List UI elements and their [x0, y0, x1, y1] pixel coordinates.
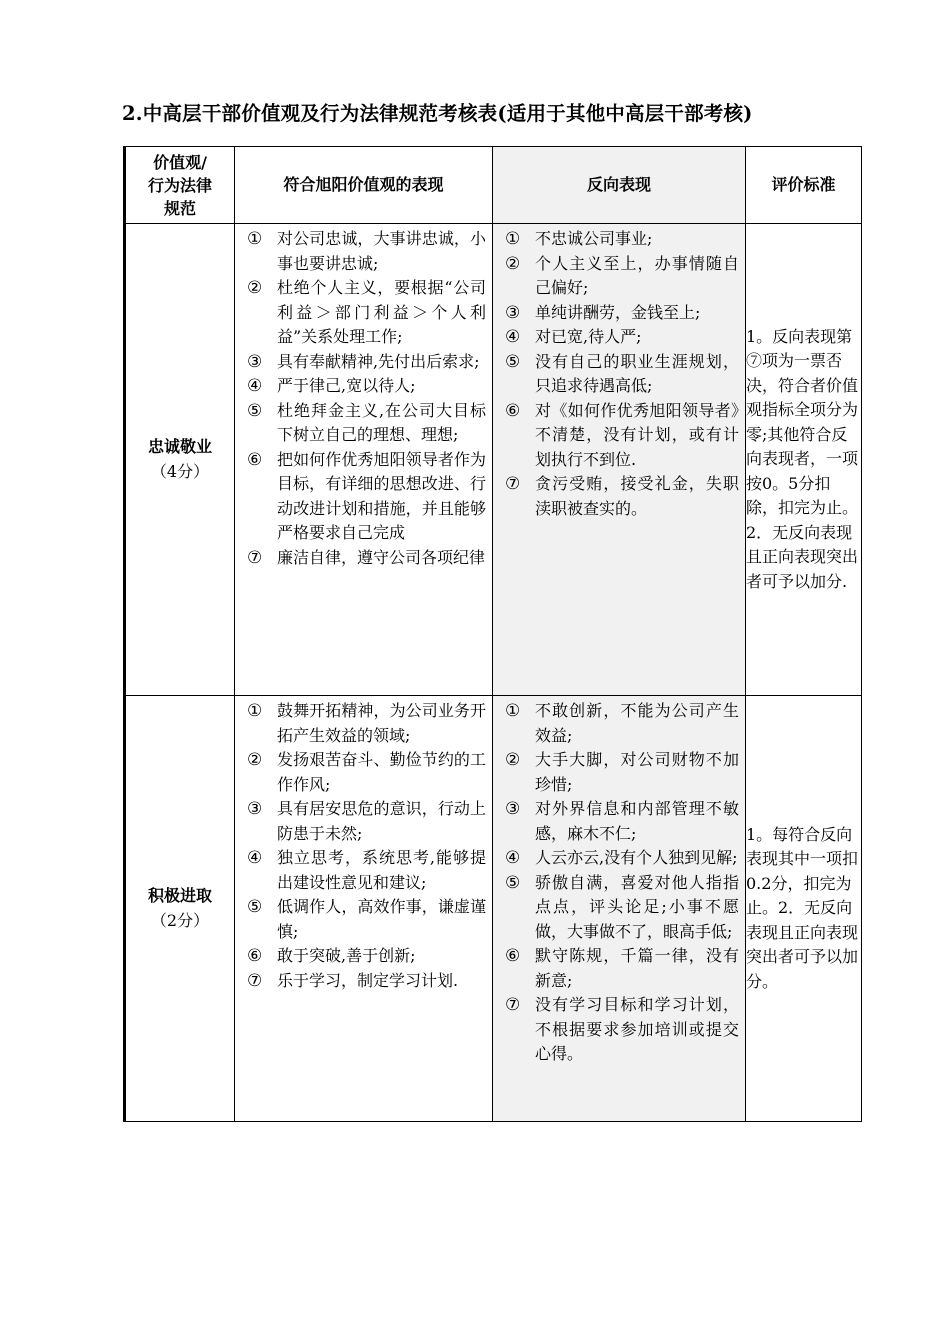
list-item [247, 748, 486, 797]
list-item [247, 227, 486, 276]
item-text: 大手大脚，对公司财物不加珍惜; [535, 750, 739, 794]
negative-cell [493, 696, 746, 1122]
list-item [247, 276, 486, 350]
item-number: ⑥ [247, 946, 263, 966]
positive-list [235, 699, 492, 993]
item-number: ⑥ [505, 400, 521, 421]
criteria-cell: 1。反向表现第⑦项为一票否决，符合者价值观指标全项分为零;其他符合反向表现者，一项按0。5分扣除，扣完为止。2．无反向表现且正向表现突出者可予以加分. [746, 224, 862, 696]
item-text: 对已宽,待人严; [535, 327, 642, 346]
header-negative: 反向表现 [493, 147, 746, 224]
item-text: 具有居安思危的意识，行动上防患于未然; [277, 799, 486, 843]
list-item [505, 472, 739, 521]
list-item [247, 797, 486, 846]
item-number: ⑤ [247, 897, 263, 917]
item-text: 杜绝个人主义，要根据“公司利益＞部门利益＞个人利益”关系处理工作; [277, 278, 486, 346]
category-name: 积极进取 [147, 886, 212, 905]
item-text: 乐于学习，制定学习计划. [277, 970, 459, 990]
item-text: 单纯讲酬劳，金钱至上; [535, 302, 701, 322]
table-row [125, 224, 862, 696]
item-number: ③ [247, 799, 263, 819]
item-number: ① [505, 701, 521, 721]
header-criteria: 评价标准 [746, 147, 862, 224]
list-item [505, 699, 739, 748]
header-category-line: 规范 [163, 198, 196, 218]
header-positive: 符合旭阳价值观的表现 [235, 147, 493, 224]
table-row [125, 696, 862, 1122]
item-number: ③ [247, 351, 263, 372]
list-item [247, 846, 486, 895]
item-text: 默守陈规，千篇一律，没有新意; [535, 946, 739, 990]
item-number: ① [247, 229, 263, 249]
item-text: 不忠诚公司事业; [535, 229, 653, 248]
item-text: 杜绝拜金主义,在公司大目标下树立自己的理想、理想; [277, 400, 486, 444]
item-number: ③ [505, 799, 521, 819]
item-text: 敢于突破,善于创新; [277, 946, 416, 965]
item-number: ④ [247, 376, 263, 396]
positive-list [235, 227, 492, 570]
list-item [247, 699, 486, 748]
list-item [247, 944, 486, 969]
list-item [505, 944, 739, 993]
list-item [247, 969, 486, 994]
item-text: 对外界信息和内部管理不敏感，麻木不仁; [535, 799, 739, 843]
item-number: ④ [505, 848, 521, 868]
item-number: ② [247, 750, 263, 770]
item-number: ⑥ [505, 946, 521, 966]
list-item [505, 350, 739, 399]
item-text: 低调作人，高效作事，谦虚谨慎; [277, 897, 486, 941]
item-text: 具有奉献精神,先付出后索求; [277, 351, 480, 371]
item-number: ⑦ [247, 547, 263, 568]
item-text: 严于律己,宽以待人; [277, 376, 416, 395]
list-item [505, 846, 739, 871]
item-text: 对《如何作优秀旭阳领导者》不清楚，没有计划，或有计划执行不到位. [535, 400, 739, 469]
item-number: ② [247, 278, 263, 298]
item-text: 对公司忠诚，大事讲忠诚，小事也要讲忠诚; [277, 229, 486, 273]
item-number: ④ [247, 848, 263, 868]
list-item [247, 350, 486, 375]
header-category-line: 行为法律 [147, 175, 212, 195]
item-number: ① [505, 229, 521, 249]
page-title: 2.中高层干部价值观及行为法律规范考核表(适用于其他中高层干部考核) [122, 102, 753, 125]
list-item [505, 797, 739, 846]
item-number: ① [247, 701, 263, 721]
item-text: 独立思考，系统思考,能够提出建设性意见和建议; [277, 848, 486, 892]
item-number: ④ [505, 327, 521, 347]
positive-cell [235, 224, 493, 696]
item-number: ⑤ [247, 400, 263, 421]
category-cell [125, 696, 235, 1122]
item-number: ⑤ [505, 351, 521, 372]
list-item [505, 301, 739, 326]
item-text: 发扬艰苦奋斗、勤俭节约的工作作风; [277, 750, 486, 794]
negative-list [493, 699, 745, 1067]
category-points: （2分） [150, 910, 210, 930]
assessment-table [123, 146, 862, 1122]
negative-cell [493, 224, 746, 696]
item-text: 没有学习目标和学习计划，不根据要求参加培训或提交心得。 [535, 995, 739, 1063]
item-number: ② [505, 253, 521, 274]
list-item [247, 546, 486, 571]
list-item [505, 399, 739, 473]
list-item [505, 325, 739, 350]
category-cell [125, 224, 235, 696]
item-text: 没有自己的职业生涯规划，只追求待遇高低; [535, 351, 739, 395]
list-item [505, 993, 739, 1067]
item-number: ⑦ [505, 474, 521, 494]
table-header-row [125, 147, 862, 224]
item-text: 把如何作优秀旭阳领导者作为目标，有详细的思想改进、行动改进计划和措施，并且能够严格要求自己完成 [277, 449, 486, 542]
item-text: 不敢创新，不能为公司产生效益; [535, 701, 739, 745]
header-category [125, 147, 235, 224]
list-item [505, 748, 739, 797]
item-number: ⑥ [247, 449, 263, 470]
item-number: ⑤ [505, 872, 521, 893]
header-category-line: 价值观/ [153, 152, 207, 172]
list-item [247, 374, 486, 399]
list-item [247, 895, 486, 944]
criteria-cell: 1。每符合反向表现其中一项扣0.2分，扣完为止。2．无反向表现且正向表现突出者可予以加分。 [746, 696, 862, 1122]
item-number: ⑦ [505, 995, 521, 1015]
item-text: 个人主义至上，办事情随自己偏好; [535, 253, 739, 297]
item-text: 鼓舞开拓精神，为公司业务开拓产生效益的领域; [277, 701, 486, 745]
item-number: ⑦ [247, 970, 263, 991]
category-points: （4分） [150, 461, 210, 481]
list-item [505, 871, 739, 945]
item-text: 贪污受贿，接受礼金，失职渎职被查实的。 [535, 474, 739, 518]
negative-list [493, 227, 745, 521]
list-item [247, 399, 486, 448]
list-item [247, 448, 486, 546]
item-text: 骄傲自满，喜爱对他人指指点点，评头论足;小事不愿做，大事做不了，眼高手低; [535, 872, 739, 941]
item-number: ③ [505, 302, 521, 323]
category-name: 忠诚敬业 [147, 437, 212, 456]
item-text: 人云亦云,没有个人独到见解; [535, 848, 738, 867]
item-text: 廉洁自律，遵守公司各项纪律 [277, 547, 486, 567]
list-item [505, 252, 739, 301]
item-number: ② [505, 750, 521, 770]
positive-cell [235, 696, 493, 1122]
list-item [505, 227, 739, 252]
